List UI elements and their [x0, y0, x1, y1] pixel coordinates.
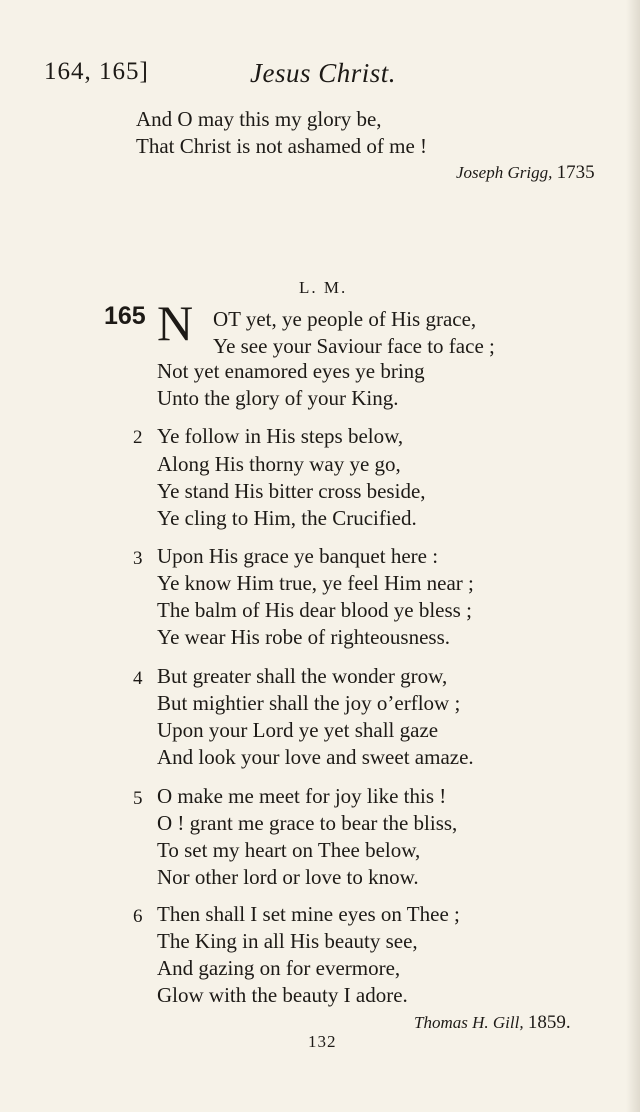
verse-line: Then shall I set mine eyes on Thee ;	[157, 902, 460, 926]
verse-number: 4	[133, 668, 143, 689]
page-edge-shadow	[626, 0, 640, 1112]
verse-line: Glow with the beauty I adore.	[157, 983, 408, 1007]
hymn-attribution	[414, 1012, 571, 1034]
verse-number: 3	[133, 548, 143, 569]
verse-line: But mightier shall the joy o’erflow ;	[157, 691, 461, 715]
verse-1-line-4: Unto the glory of your King.	[157, 386, 399, 410]
prev-hymn-author: Joseph Grigg,	[456, 163, 553, 182]
verse-line: But greater shall the wonder grow,	[157, 664, 448, 688]
verse-line: Ye wear His robe of righteousness.	[157, 625, 450, 649]
verse-line: Upon your Lord ye yet shall gaze	[157, 718, 439, 742]
verse-line: And look your love and sweet amaze.	[157, 745, 474, 769]
verse-number: 5	[133, 788, 143, 809]
page-number: 132	[308, 1032, 337, 1051]
verse-line: Ye stand His bitter cross beside,	[157, 479, 426, 503]
verse-number: 2	[133, 427, 143, 448]
prev-hymn-line: And O may this my glory be,	[136, 107, 382, 131]
verse-number: 6	[133, 906, 143, 927]
verse-line: And gazing on for evermore,	[157, 956, 401, 980]
hymn-meter: L. M.	[299, 278, 348, 297]
running-head-title: Jesus Christ.	[250, 58, 397, 88]
verse-line: Ye follow in His steps below,	[157, 424, 404, 448]
verse-line: Ye cling to Him, the Crucified.	[157, 506, 417, 530]
hymn-number: 165	[104, 302, 146, 330]
verse-line: O make me meet for joy like this !	[157, 784, 447, 808]
hymn-year: 1859.	[527, 1012, 571, 1033]
prev-hymn-year: 1735	[556, 162, 595, 183]
verse-line: Upon His grace ye banquet here :	[157, 544, 439, 568]
verse-1-line-2: Ye see your Saviour face to face ;	[213, 334, 495, 358]
verse-line: Ye know Him true, ye feel Him near ;	[157, 571, 474, 595]
prev-hymn-attribution	[456, 162, 595, 184]
prev-hymn-line: That Christ is not ashamed of me !	[136, 134, 428, 158]
verse-1-line-1: OT yet, ye people of His grace,	[213, 307, 477, 331]
verse-line: Along His thorny way ye go,	[157, 452, 401, 476]
verse-1-line-3: Not yet enamored eyes ye bring	[157, 359, 425, 383]
verse-line: Nor other lord or love to know.	[157, 865, 419, 889]
verse-line: The King in all His beauty see,	[157, 929, 418, 953]
drop-cap: N	[157, 295, 194, 351]
verse-line: O ! grant me grace to bear the bliss,	[157, 811, 458, 835]
running-head-page-numbers: 164, 165]	[44, 58, 149, 85]
verse-line: The balm of His dear blood ye bless ;	[157, 598, 472, 622]
hymn-author: Thomas H. Gill,	[414, 1013, 524, 1032]
verse-line: To set my heart on Thee below,	[157, 838, 421, 862]
